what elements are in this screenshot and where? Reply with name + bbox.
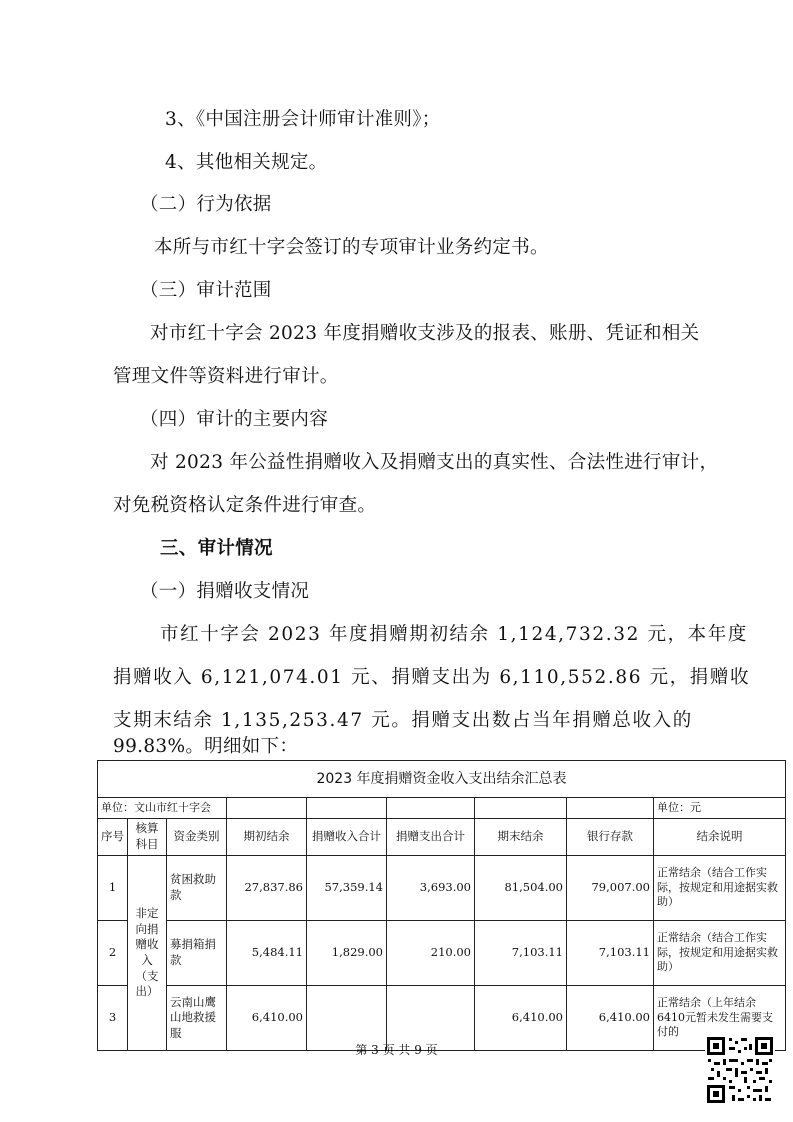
qr-code-icon: [705, 1035, 775, 1105]
header-expense: 捐赠支出合计: [387, 819, 475, 856]
header-closing: 期末结余: [475, 819, 567, 856]
paragraph-scope-line1: 对市红十字会 2023 年度捐赠收支涉及的报表、账册、凭证和相关: [150, 323, 700, 344]
row-category: 云南山鹰山地救援服: [167, 986, 227, 1051]
header-category: 资金类别: [167, 819, 227, 856]
row-expense: 3,693.00: [387, 856, 475, 921]
row-no: 3: [98, 986, 128, 1051]
section-heading-audit: 三、审计情况: [160, 538, 273, 559]
row-closing: 6,410.00: [475, 986, 567, 1051]
header-subject: 核算科目: [128, 819, 167, 856]
row-closing: 7,103.11: [475, 921, 567, 986]
header-no: 序号: [98, 819, 128, 856]
paragraph-2: 4、其他相关规定。: [165, 152, 328, 173]
row-expense: 210.00: [387, 921, 475, 986]
section-heading-scope: （三）审计范围: [140, 280, 272, 301]
section-heading-content: （四）审计的主要内容: [140, 409, 329, 430]
paragraph-basis: 本所与市红十字会签订的专项审计业务约定书。: [154, 237, 549, 258]
unit-left: 单位：文山市红十字会: [98, 798, 227, 819]
table-title: 2023 年度捐赠资金收入支出结余汇总表: [98, 761, 786, 798]
row-income: 1,829.00: [307, 921, 387, 986]
row-category: 募捐箱捐款: [167, 921, 227, 986]
row-income: 57,359.14: [307, 856, 387, 921]
header-note: 结余说明: [654, 819, 786, 856]
row-category: 贫困救助款: [167, 856, 227, 921]
paragraph-content-line1: 对 2023 年公益性捐赠收入及捐赠支出的真实性、合法性进行审计，: [150, 452, 719, 473]
row-no: 2: [98, 921, 128, 986]
paragraph-donations-line4: 99.83%。明细如下：: [113, 736, 299, 757]
row-bank: 79,007.00: [567, 856, 654, 921]
row-bank: 7,103.11: [567, 921, 654, 986]
subject-cell: 非定向捐赠收入（支出）: [128, 856, 167, 1051]
paragraph-donations-line1: 市红十字会 2023 年度捐赠期初结余 1,124,732.32 元，本年度: [160, 624, 748, 645]
row-closing: 81,504.00: [475, 856, 567, 921]
row-bank: 6,410.00: [567, 986, 654, 1051]
page-number: 第 3 页 共 9 页: [355, 1043, 438, 1057]
subsection-heading-donations: （一）捐赠收支情况: [140, 581, 310, 602]
paragraph-content-line2: 对免税资格认定条件进行审查。: [113, 495, 377, 516]
section-heading-basis: （二）行为依据: [140, 194, 272, 215]
unit-right: 单位：元: [654, 798, 786, 819]
row-no: 1: [98, 856, 128, 921]
paragraph-1: 3、《中国注册会计师审计准则》；: [165, 109, 441, 130]
row-opening: 5,484.11: [227, 921, 307, 986]
row-note: 正常结余（结合工作实际，按规定和用途据实救助）: [654, 921, 786, 986]
table-row: [98, 856, 786, 921]
header-opening: 期初结余: [227, 819, 307, 856]
row-note: 正常结余（上年结余6410元暂未发生需要支付的: [654, 986, 786, 1051]
summary-table: [97, 760, 785, 1040]
row-opening: 6,410.00: [227, 986, 307, 1051]
paragraph-donations-line2: 捐赠收入 6,121,074.01 元、捐赠支出为 6,110,552.86 元，捐赠收: [113, 667, 751, 688]
header-income: 捐赠收入合计: [307, 819, 387, 856]
paragraph-scope-line2: 管理文件等资料进行审计。: [113, 366, 339, 387]
row-opening: 27,837.86: [227, 856, 307, 921]
header-bank: 银行存款: [567, 819, 654, 856]
table-row: [98, 921, 786, 986]
row-note: 正常结余（结合工作实际，按规定和用途据实救助）: [654, 856, 786, 921]
paragraph-donations-line3: 支期末结余 1,135,253.47 元。捐赠支出数占当年捐赠总收入的: [113, 710, 693, 731]
